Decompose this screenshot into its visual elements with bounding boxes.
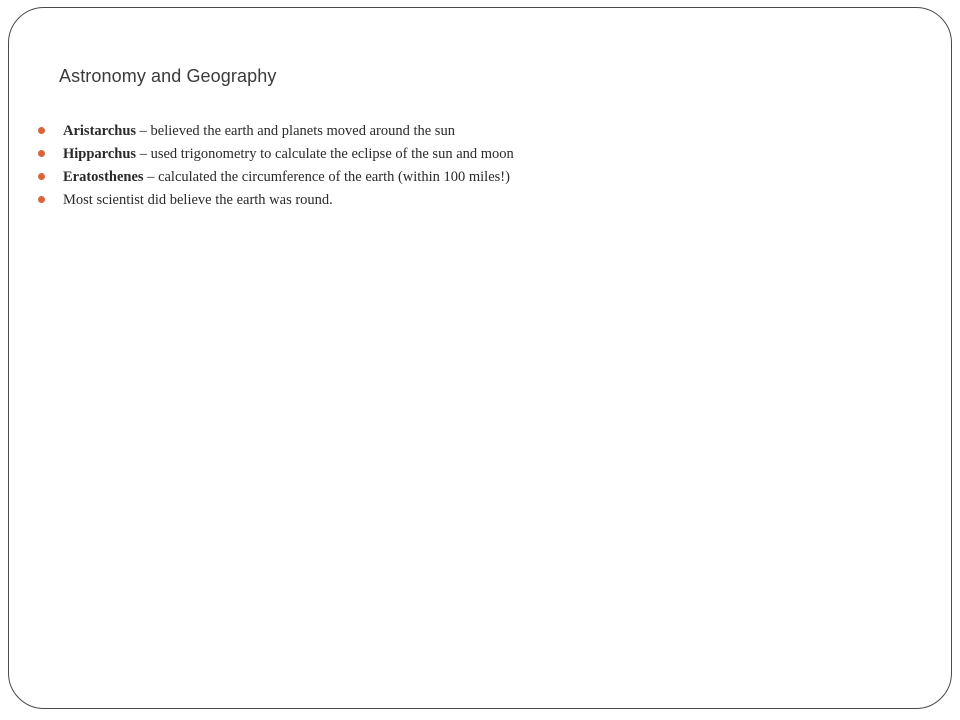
- slide-frame: [8, 7, 952, 709]
- bullet-term: Aristarchus: [63, 123, 137, 139]
- bullet-text: – believed the earth and planets moved around the sun: [136, 123, 455, 139]
- bullet-dot-icon: [38, 127, 45, 134]
- bullet-item-hipparchus: [38, 144, 514, 167]
- bullet-dot-icon: [38, 150, 45, 157]
- bullet-term: Hipparchus: [63, 146, 137, 162]
- bullet-list: [38, 121, 514, 213]
- slide-title: Astronomy and Geography: [59, 66, 277, 86]
- bullet-text: Most scientist did believe the earth was round.: [63, 192, 333, 208]
- bullet-item-aristarchus: [38, 121, 514, 144]
- bullet-text: – calculated the circumference of the earth (within 100 miles!): [143, 169, 510, 185]
- bullet-dot-icon: [38, 173, 45, 180]
- bullet-term: Eratosthenes: [63, 169, 144, 185]
- bullet-item-round-earth: [38, 190, 514, 213]
- bullet-item-eratosthenes: [38, 167, 514, 190]
- bullet-dot-icon: [38, 196, 45, 203]
- bullet-text: – used trigonometry to calculate the eclipse of the sun and moon: [136, 146, 514, 162]
